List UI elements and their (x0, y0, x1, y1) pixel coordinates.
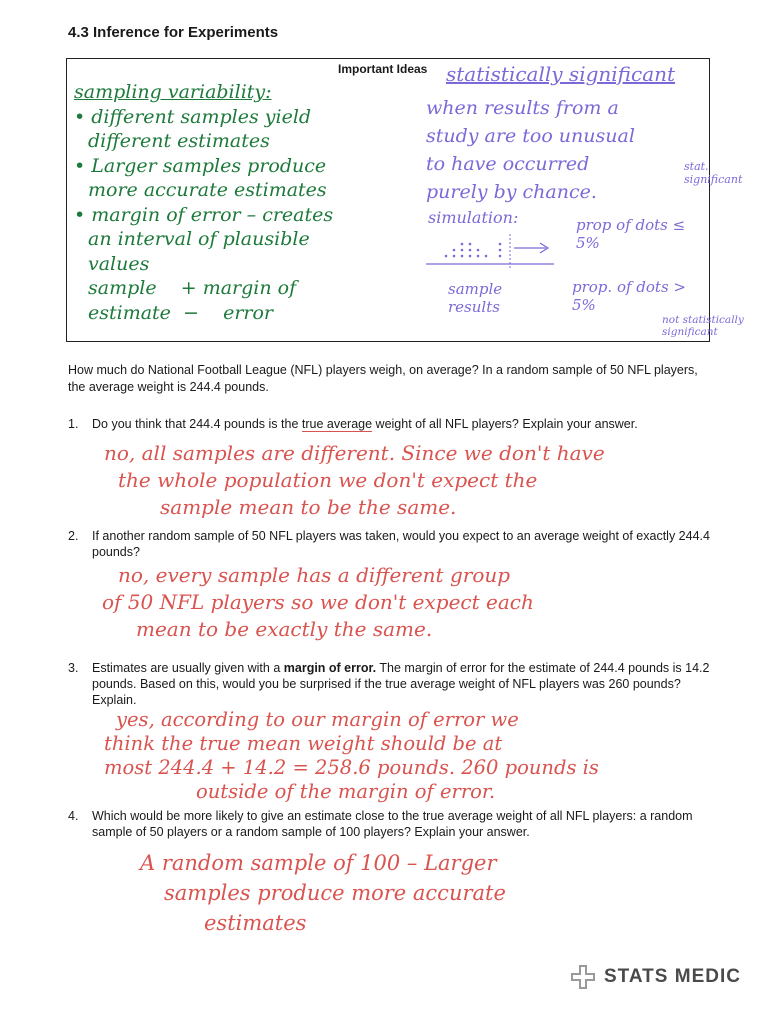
answer-line: A random sample of 100 – Larger (140, 851, 497, 875)
note-line: values (88, 252, 150, 275)
answer-2 (102, 562, 534, 643)
stats-medic-logo (570, 964, 741, 990)
question-2 (0, 528, 768, 562)
answer-1 (104, 440, 605, 521)
answer-line: estimates (204, 911, 307, 935)
question-text-part: weight of all NFL players? Explain your answer. (372, 417, 638, 431)
dotplot-dots (445, 243, 502, 258)
question-3 (0, 660, 768, 710)
answer-line: no, all samples are different. Since we don't have (104, 441, 605, 465)
answer-line: samples produce more accurate (164, 881, 506, 905)
answer-line: yes, according to our margin of error we (116, 708, 519, 731)
dotplot-sketch (424, 232, 564, 272)
stat-sig-note: stat. significant (684, 160, 743, 186)
note-line: sample + margin of (88, 277, 297, 299)
stat-sig-heading: statistically significant (446, 62, 676, 86)
definition-line: purely by chance. (426, 181, 597, 203)
plus-cross-icon (570, 964, 596, 990)
answer-3 (104, 708, 599, 804)
simulation-label: simulation: (428, 208, 519, 227)
question-1 (0, 416, 768, 436)
sample-results-note: sample results (448, 280, 503, 316)
question-text-part: The margin of error for the estimate of 244.4 pounds is 14.2 pounds. Based on this, would you be surprised if the true average weight of NFL players was 260 pounds? Explain. (92, 661, 710, 707)
question-text-part: Do you think that 244.4 pounds is the (92, 417, 302, 431)
underlined-phrase: true average (301, 417, 373, 431)
definition-line: when results from a (426, 97, 619, 119)
page-title: 4.3 Inference for Experiments (68, 24, 279, 41)
answer-line: mean to be exactly the same. (136, 617, 433, 641)
definition-line: to have occurred (426, 153, 590, 175)
box-heading: Important Ideas (338, 62, 428, 76)
question-text (92, 660, 712, 708)
prop-lte-note: prop of dots ≤ 5% (576, 216, 686, 252)
answer-line: most 244.4 + 14.2 = 258.6 pounds. 260 pounds is (104, 756, 599, 779)
question-text: If another random sample of 50 NFL players was taken, would you expect to an average weight of exactly 244.4 pounds? (92, 529, 710, 559)
note-line: • different samples yield (74, 105, 312, 128)
question-text-part: Estimates are usually given with a (92, 661, 284, 675)
question-number: 4. (68, 809, 79, 823)
note-line: more accurate estimates (88, 179, 327, 201)
note-line: • Larger samples produce (74, 154, 327, 177)
question-number: 1. (68, 417, 79, 431)
intro-paragraph: How much do National Football League (NFL) players weigh, on average? In a random sample of 50 NFL players, the average weight is 244.4 pounds. (68, 363, 698, 394)
answer-line: think the true mean weight should be at (104, 732, 503, 755)
answer-line: sample mean to be the same. (160, 495, 457, 519)
answer-4 (140, 848, 506, 938)
note-line: sampling variability: (74, 81, 272, 103)
stat-sig-definition (426, 94, 635, 206)
note-line: different estimates (88, 130, 270, 152)
answer-line: the whole population we don't expect the (118, 468, 538, 492)
left-notes (74, 80, 333, 325)
prop-gt-note: prop. of dots > 5% (572, 278, 686, 314)
answer-line: no, every sample has a different group (118, 563, 511, 587)
answer-line: outside of the margin of error. (196, 780, 496, 803)
not-sig-note: not statistically significant (662, 314, 744, 338)
question-number: 3. (68, 661, 79, 675)
note-line: an interval of plausible (88, 228, 310, 250)
question-4 (0, 808, 768, 842)
question-number: 2. (68, 529, 79, 543)
definition-line: study are too unusual (426, 125, 635, 147)
bold-term: margin of error. (283, 661, 377, 675)
note-line: estimate − error (88, 301, 274, 324)
question-text (92, 416, 712, 432)
answer-line: of 50 NFL players so we don't expect each (102, 590, 534, 614)
note-line: • margin of error – creates (74, 203, 334, 226)
question-text: Which would be more likely to give an estimate close to the true average weight of all NFL players: a random sample of 50 players or a random sample of 100 players? Explain your answer. (92, 809, 693, 839)
logo-text: STATS MEDIC (604, 966, 741, 987)
